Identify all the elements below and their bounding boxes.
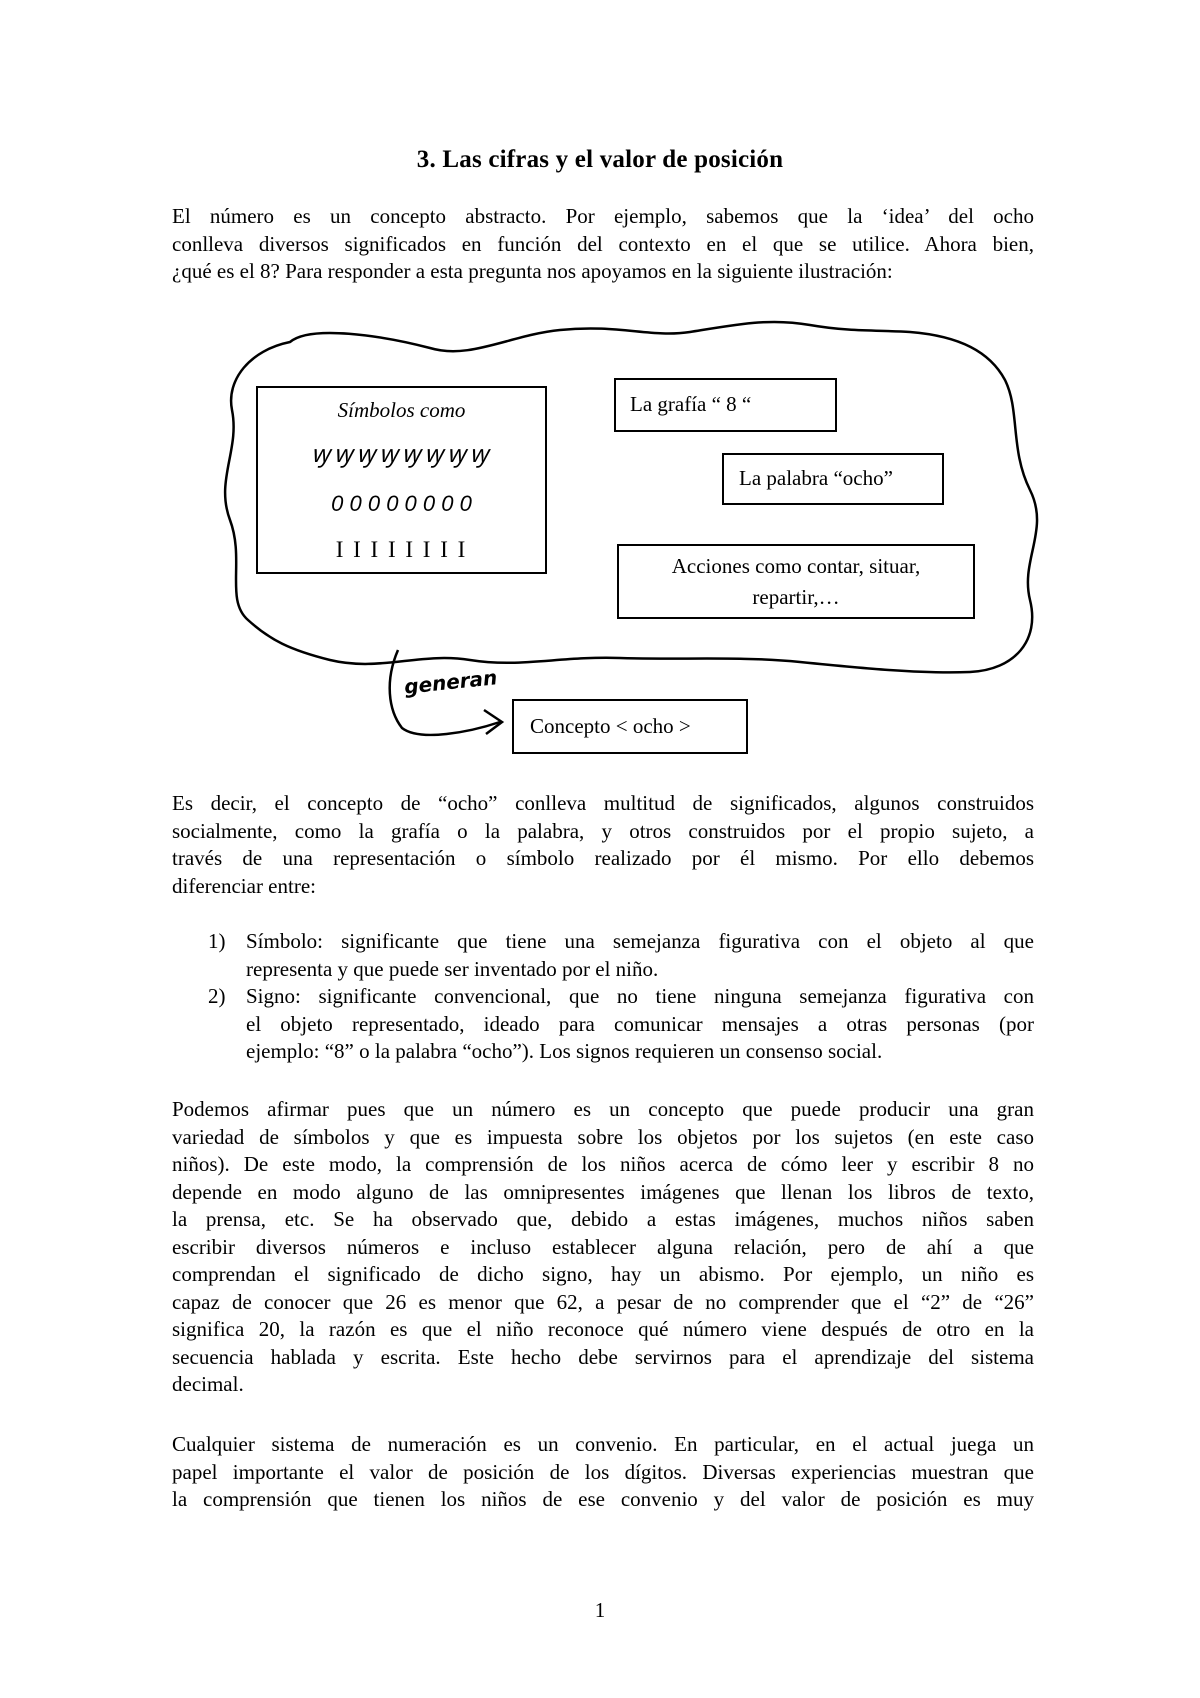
p4-line: papel importante el valor de posición de los dígitos. Diversas experiencias muestran que <box>172 1459 1034 1484</box>
paragraph-2 <box>172 790 1034 900</box>
list-line: Símbolo: significante que tiene una semejanza figurativa con el objeto al que <box>246 929 1034 953</box>
p3-line: escribir diversos números e incluso establecer alguna relación, pero de ahí a que <box>172 1234 1034 1259</box>
symbols-row-circles: 0 0 0 0 0 0 0 0 <box>331 491 472 516</box>
concept-illustration <box>0 0 1200 800</box>
list-line: ejemplo: “8” o la palabra “ocho”). Los signos requieren un consenso social. <box>246 1039 883 1063</box>
p2-line: diferenciar entre: <box>172 873 316 898</box>
symbols-row-bars: I I I I I I I I <box>335 537 468 562</box>
section-title: 3. Las cifras y el valor de posición <box>416 146 784 173</box>
list-line: Signo: significante convencional, que no tiene ninguna semejanza figurativa con <box>246 984 1034 1008</box>
acciones-label-line1: Acciones como contar, situar, <box>671 554 921 578</box>
p3-line: la prensa, etc. Se ha observado que, debido a estas imágenes, muchos niños saben <box>172 1207 1034 1231</box>
p3-line: comprendan el significado de dicho signo, hay un abismo. Por ejemplo, un niño es <box>172 1262 1034 1286</box>
list-line: representa y que puede ser inventado por el niño. <box>246 956 659 981</box>
p3-line: niños). De este modo, la comprensión de los niños acerca de cómo leer y escribir 8 no <box>172 1152 1034 1176</box>
list-number: 2) <box>208 984 226 1008</box>
list-line: el objeto representado, ideado para comunicar mensajes a otras personas (por <box>246 1011 1034 1036</box>
p2-line: socialmente, como la grafía o la palabra, y otros construidos por el propio sujeto, a <box>172 818 1034 843</box>
p4-line: la comprensión que tienen los niños de ese convenio y del valor de posición es muy <box>172 1487 1034 1511</box>
intro-line: ¿qué es el 8? Para responder a esta pregunta nos apoyamos en la siguiente ilustración: <box>172 259 893 283</box>
symbols-title: Símbolos como <box>337 398 466 422</box>
p3-line: secuencia hablada y escrita. Este hecho debe servirnos para el aprendizaje del sistema <box>172 1344 1034 1369</box>
p3-line: Podemos afirmar pues que un número es un concepto que puede producir una gran <box>172 1097 1034 1121</box>
acciones-label-line2: repartir,… <box>752 585 840 609</box>
p3-line: capaz de conocer que 26 es menor que 62, a pesar de no comprender que el “2” de “26” <box>172 1289 1034 1314</box>
p3-line: significa 20, la razón es que el niño reconoce qué número viene después de otro en la <box>172 1317 1034 1341</box>
p2-line: Es decir, el concepto de “ocho” conlleva multitud de significados, algunos construidos <box>172 791 1034 815</box>
list-number: 1) <box>208 929 226 953</box>
generan-label: generan <box>403 665 499 699</box>
definition-list <box>172 928 1034 1066</box>
p3-line: decimal. <box>172 1372 244 1396</box>
palabra-label: La palabra “ocho” <box>739 466 893 490</box>
concepto-label: Concepto < ocho > <box>530 714 691 738</box>
page-number: 1 <box>594 1598 606 1622</box>
p2-line: través de una representación o símbolo realizado por él mismo. Por ello debemos <box>172 846 1034 870</box>
list-item <box>172 983 1034 1066</box>
paragraph-3 <box>172 1096 1034 1399</box>
intro-line: conlleva diversos significados en función del contexto en el que se utilice. Ahora bien, <box>172 231 1034 256</box>
paragraph-4 <box>172 1431 1034 1514</box>
p4-line: Cualquier sistema de numeración es un convenio. En particular, en el actual juega un <box>172 1432 1034 1456</box>
p3-line: depende en modo alguno de las omnipresentes imágenes que llenan los libros de texto, <box>172 1179 1034 1204</box>
intro-line: El número es un concepto abstracto. Por ejemplo, sabemos que la ‘idea’ del ocho <box>172 204 1034 228</box>
list-item <box>172 928 1034 983</box>
grafia-label: La grafía “ 8 “ <box>630 392 752 416</box>
symbols-row-hands: ꝡꝡꝡꝡꝡꝡꝡꝡ <box>311 440 492 468</box>
p3-line: variedad de símbolos y que es impuesta sobre los objetos por los sujetos (en este caso <box>172 1124 1034 1149</box>
